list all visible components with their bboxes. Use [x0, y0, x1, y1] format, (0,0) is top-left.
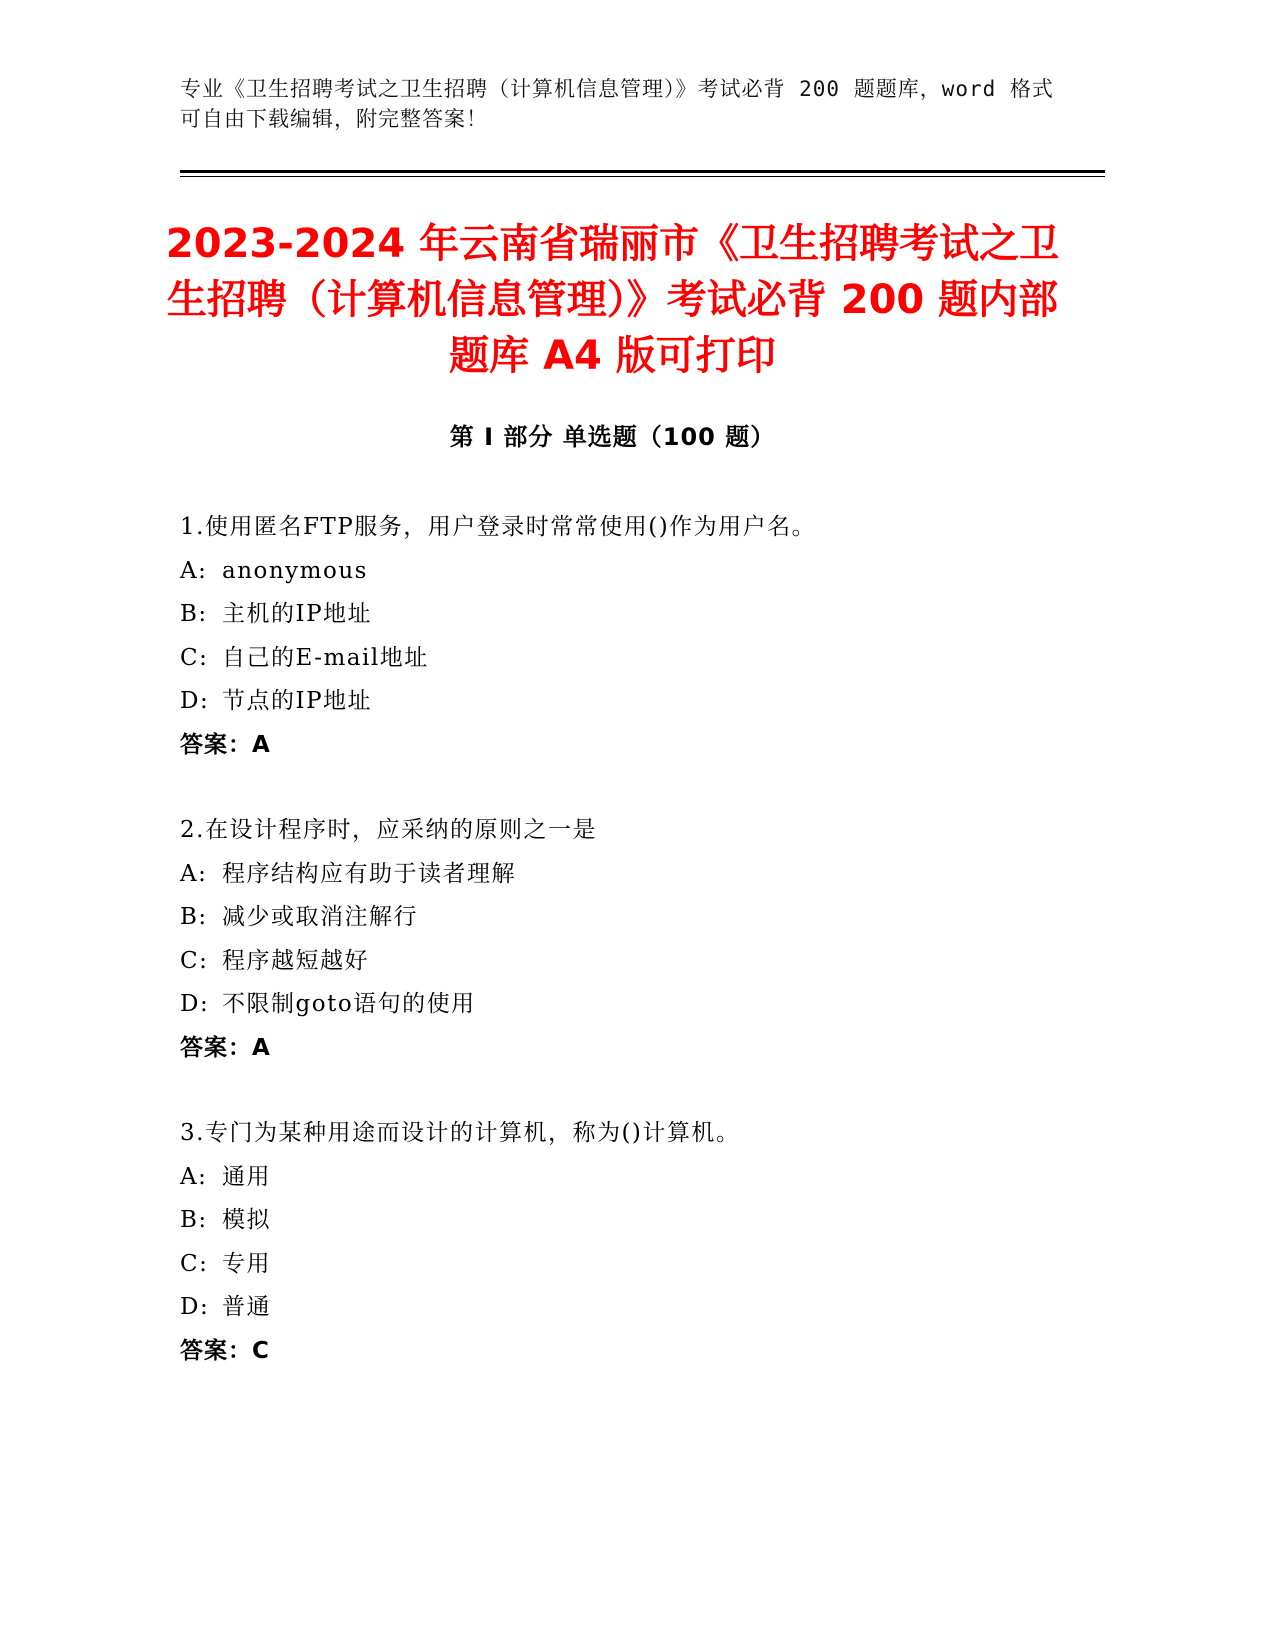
- option-b: [180, 593, 1080, 637]
- option-b: [180, 896, 1080, 940]
- option-letter: A:: [180, 1163, 208, 1190]
- option-letter: C:: [180, 947, 209, 974]
- question-item: [180, 809, 1080, 1070]
- question-stem: 2.在设计程序时，应采纳的原则之一是: [180, 817, 597, 843]
- question-stem: 1.使用匿名FTP服务，用户登录时常常使用()作为用户名。: [180, 514, 817, 540]
- answer-line: 答案：A: [180, 731, 271, 758]
- option-letter: C:: [180, 644, 209, 671]
- option-letter: D:: [180, 991, 210, 1017]
- option-text: 节点的IP地址: [222, 688, 373, 714]
- question-stem: 3.专门为某种用途而设计的计算机，称为()计算机。: [180, 1120, 741, 1146]
- option-text: 专用: [222, 1250, 271, 1277]
- option-letter: D:: [180, 1294, 210, 1320]
- option-letter: B:: [180, 601, 208, 627]
- option-text: 普通: [222, 1294, 271, 1320]
- option-text: 模拟: [222, 1207, 271, 1233]
- option-letter: A:: [180, 557, 208, 584]
- option-letter: A:: [180, 860, 208, 887]
- header-divider-thin: [180, 176, 1105, 177]
- option-letter: B:: [180, 1207, 208, 1233]
- answer-line: 答案：A: [180, 1034, 271, 1061]
- option-text: 程序越短越好: [222, 947, 369, 974]
- option-a: [180, 1156, 1080, 1200]
- option-text: 自己的E-mail地址: [222, 644, 429, 671]
- option-text: 通用: [222, 1163, 271, 1190]
- question-item: [180, 506, 1080, 767]
- page-title: 2023-2024 年云南省瑞丽市《卫生招聘考试之卫生招聘（计算机信息管理）》考试必背 200 题内部题库 A4 版可打印: [165, 221, 1060, 379]
- option-d: [180, 983, 1080, 1027]
- option-text: anonymous: [222, 557, 368, 584]
- option-letter: D:: [180, 688, 210, 714]
- section-heading: 第 I 部分 单选题（100 题）: [449, 423, 776, 451]
- header-note: 专业《卫生招聘考试之卫生招聘（计算机信息管理）》考试必背 200 题题库，word 格式可自由下载编辑，附完整答案！: [180, 77, 1054, 131]
- option-text: 减少或取消注解行: [222, 904, 418, 930]
- option-d: [180, 1286, 1080, 1330]
- option-a: [180, 550, 1080, 594]
- option-b: [180, 1199, 1080, 1243]
- question-list: [180, 506, 1080, 1415]
- option-text: 程序结构应有助于读者理解: [222, 860, 516, 887]
- option-a: [180, 853, 1080, 897]
- option-text: 主机的IP地址: [222, 601, 373, 627]
- option-c: [180, 940, 1080, 984]
- answer-line: 答案：C: [180, 1337, 270, 1364]
- option-letter: B:: [180, 904, 208, 930]
- option-c: [180, 637, 1080, 681]
- question-item: [180, 1112, 1080, 1373]
- option-c: [180, 1243, 1080, 1287]
- option-d: [180, 680, 1080, 724]
- option-text: 不限制goto语句的使用: [222, 991, 476, 1017]
- option-letter: C:: [180, 1250, 209, 1277]
- header-divider-thick: [180, 170, 1105, 173]
